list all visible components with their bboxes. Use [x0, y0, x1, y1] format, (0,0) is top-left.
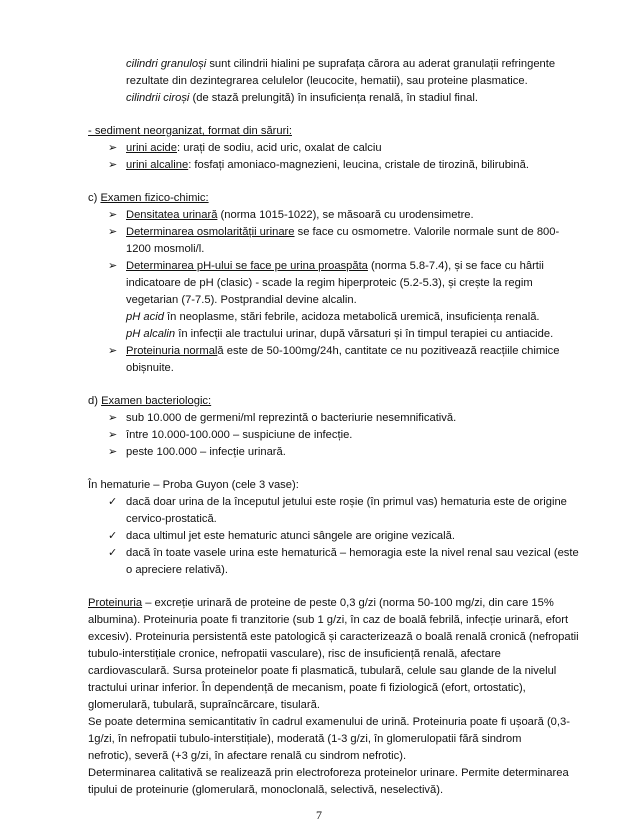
checkmark-bullet-icon: ✓: [108, 496, 118, 508]
cilindri-cirosi-line: [126, 91, 478, 105]
arrow-bullet-icon: ➢: [108, 429, 118, 441]
proteinuria-line: tractului urinar inferior. În dependență de mecanism, poate fi fiziologică (efort, ortostatic),: [88, 682, 526, 694]
cilindri-cirosi-term: cilindrii ciroși: [126, 92, 190, 104]
bacterio-prefix: d): [88, 395, 102, 407]
hematurie-item: dacă în toate vasele urina este hematurică – hemoragia este la nivel renal sau vezical (este: [126, 547, 579, 559]
bacterio-item: între 10.000-100.000 – suspiciune de infecție.: [126, 429, 353, 441]
ph-acid-term: pH acid: [126, 311, 164, 323]
hematurie-heading: În hematurie – Proba Guyon (cele 3 vase):: [88, 479, 299, 491]
osmolaritate-term: Determinarea osmolarității urinare: [126, 226, 295, 238]
cilindri-cirosi-text: (de stază prelungită) în insuficiența renală, în stadiul final.: [189, 92, 478, 104]
arrow-bullet-icon: ➢: [108, 446, 118, 458]
checkmark-bullet-icon: ✓: [108, 530, 118, 542]
arrow-bullet-icon: ➢: [108, 260, 118, 272]
cilindri-granulosi-line: [126, 57, 555, 71]
arrow-bullet-icon: ➢: [108, 159, 118, 171]
proteinuria-line: 1g/zi, în nefropatii tubulo-interstițiale), moderată (1-3 g/zi, în glomerulopatii fără sindrom: [88, 733, 522, 745]
arrow-bullet-icon: ➢: [108, 226, 118, 238]
ph-cont-2: vegetarian (7-7.5). Postprandial devine alcalin.: [126, 294, 357, 306]
arrow-bullet-icon: ➢: [108, 209, 118, 221]
ph-text: (norma 5.8-7.4), și se face cu hârtii: [367, 260, 544, 272]
hematurie-item: daca ultimul jet este hematuric atunci sângele are origine vezicală.: [126, 530, 455, 542]
fizico-item-osmolaritate: [126, 225, 559, 239]
fizico-prefix: c): [88, 192, 101, 204]
fizico-item-densitate: [126, 208, 474, 222]
cilindri-granulosi-text: sunt cilindrii hialini pe suprafața cărora au aderat granulații refringente: [206, 58, 556, 70]
hematurie-item-cont: cervico-prostatică.: [126, 513, 217, 525]
cilindri-granulosi-term: cilindri granuloși: [126, 58, 207, 70]
sediment-item-term: urini alcaline: [126, 159, 189, 171]
proteinuria-line: cardiovasculară. Sursa proteinelor poate fi plasmatică, tubulară, celule sau glande de la nivelul: [88, 665, 557, 677]
proteinuria-line: nefrotic), severă (+3 g/zi, în afectare renală cu sindrom nefrotic).: [88, 750, 407, 762]
ph-alcalin-line: [126, 327, 553, 341]
hematurie-item: dacă doar urina de la începutul jetului este roșie (în primul vas) hematuria este de origine: [126, 496, 567, 508]
sediment-heading: - sediment neorganizat, format din săruri:: [88, 125, 292, 137]
bacterio-heading-text: Examen bacteriologic:: [101, 395, 212, 407]
fizico-item-ph: [126, 259, 544, 273]
proteinuria-normala-term: Proteinuria normal: [126, 345, 218, 357]
ph-acid-line: [126, 310, 540, 324]
sediment-item: [126, 141, 382, 155]
page-number: 7: [316, 808, 322, 822]
proteinuria-line: tipului de proteinurie (glomerulară, monoclonală, selectivă, neselectivă).: [88, 784, 444, 796]
densitate-term: Densitatea urinară: [126, 209, 218, 221]
bacterio-item: sub 10.000 de germeni/ml reprezintă o bacteriurie nesemnificativă.: [126, 412, 457, 424]
proteinuria-line: excesiv). Proteinuria persistentă este patologică și caracterizează o boală renală cronică (nefropatii: [88, 631, 579, 643]
checkmark-bullet-icon: ✓: [108, 547, 118, 559]
fizico-heading-text: Examen fizico-chimic:: [100, 192, 209, 204]
ph-acid-text: în neoplasme, stări febrile, acidoza metabolică uremică, insuficiența renală.: [163, 311, 540, 323]
proteinuria-line: glomerulară, tubulară, supraîncărcare, tisulară.: [88, 699, 320, 711]
bacterio-heading: [88, 394, 211, 408]
proteinuria-text: – excreție urinară de proteine de peste 0,3 g/zi (norma 50-100 mg/zi, din care 15%: [142, 597, 554, 609]
ph-cont-1: indicatoare de pH (clasic) - scade la regim hiperproteic (5.2-5.3), și crește la regim: [126, 277, 533, 289]
proteinuria-normala-cont: obișnuite.: [126, 362, 174, 374]
arrow-bullet-icon: ➢: [108, 412, 118, 424]
cilindri-granulosi-cont: rezultate din dezintegrarea celulelor (leucocite, hematii), sau proteine plasmatice.: [126, 75, 528, 87]
fizico-heading: [88, 191, 209, 205]
densitate-text: (norma 1015-1022), se măsoară cu urodensimetre.: [217, 209, 474, 221]
sediment-item-term: urini acide: [126, 142, 177, 154]
osmolaritate-text: se face cu osmometre. Valorile normale sunt de 800-: [294, 226, 560, 238]
proteinuria-normala-text: ă este de 50-100mg/24h, cantitate ce nu pozitivează reacțiile chimice: [217, 345, 560, 357]
osmolaritate-cont: 1200 mosmoli/l.: [126, 243, 205, 255]
arrow-bullet-icon: ➢: [108, 345, 118, 357]
proteinuria-line: [88, 596, 554, 610]
sediment-item-text: : fosfați amoniaco-magnezieni, leucina, cristale de tirozină, bilirubină.: [188, 159, 529, 171]
hematurie-item-cont: o apreciere relativă).: [126, 564, 228, 576]
ph-alcalin-term: pH alcalin: [126, 328, 176, 340]
bacterio-item: peste 100.000 – infecție urinară.: [126, 446, 286, 458]
proteinuria-term: Proteinuria: [88, 597, 143, 609]
sediment-item-text: : urați de sodiu, acid uric, oxalat de calciu: [177, 142, 382, 154]
proteinuria-line: Determinarea calitativă se realizează prin electroforeza proteinelor urinare. Permite determinarea: [88, 767, 569, 779]
proteinuria-line: albumina). Proteinuria poate fi tranzitorie (sub 1 g/zi, în caz de boală febrilă, infecție urinară, efort: [88, 614, 569, 626]
sediment-item: [126, 158, 529, 172]
proteinuria-line: tubulo-interstițiale cronice, nefropatii vasculare), risc de insuficiență renală, afectare: [88, 648, 501, 660]
ph-term: Determinarea pH-ului se face pe urina proaspăta: [126, 260, 368, 272]
proteinuria-line: Se poate determina semicantitativ în cadrul examenului de urină. Proteinuria poate fi ușoară (0,3-: [88, 716, 570, 728]
arrow-bullet-icon: ➢: [108, 142, 118, 154]
ph-alcalin-text: în infecții ale tractului urinar, după vărsaturi și în timpul terapiei cu antiacide.: [175, 328, 554, 340]
fizico-item-proteinuria: [126, 344, 559, 358]
